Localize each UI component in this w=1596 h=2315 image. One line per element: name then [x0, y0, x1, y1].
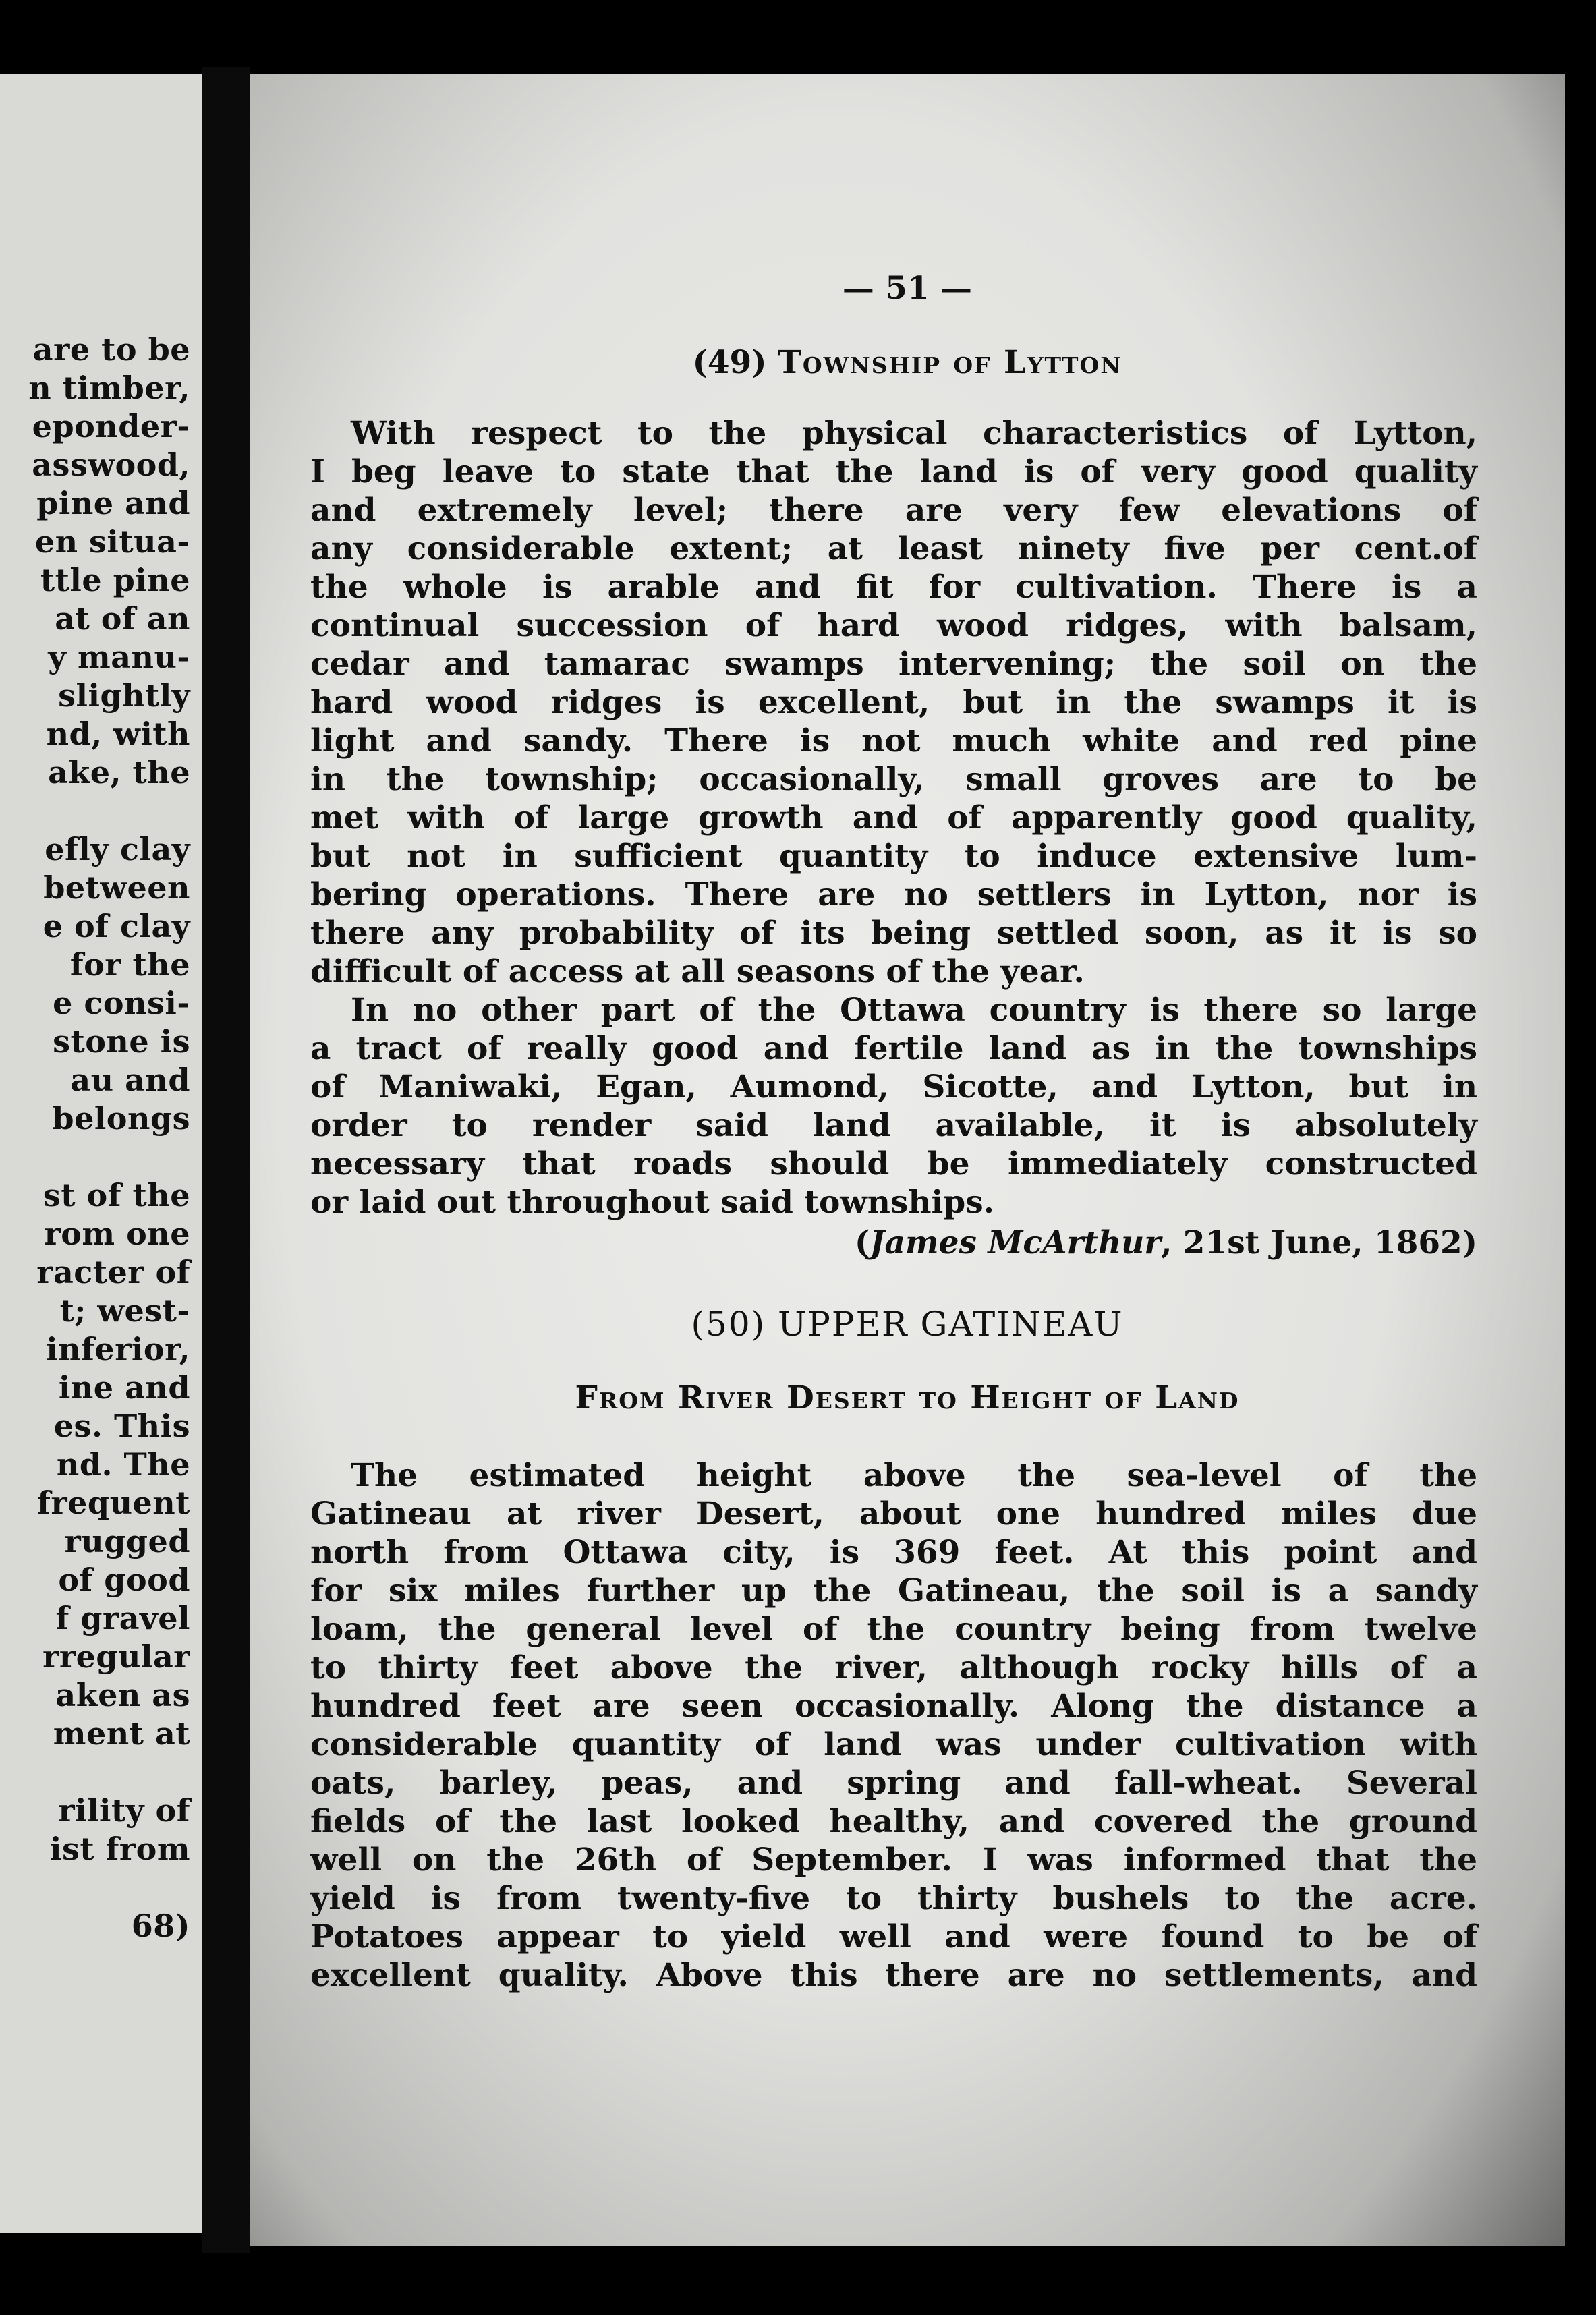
facing-page-line: rom one [44, 1216, 190, 1252]
facing-page-line: racter of [36, 1254, 190, 1290]
text-line: excellent quality. Above this there are no settlements, and [310, 1957, 1477, 1994]
section-49-citation: (James McArthur, 21st June, 1862) [854, 1224, 1477, 1261]
facing-page-line: rility of [58, 1792, 190, 1829]
facing-page-line: 68) [131, 1908, 190, 1944]
facing-page-line: e of clay [42, 908, 190, 944]
facing-page-line: for the [69, 946, 190, 983]
book-gutter [202, 67, 250, 2253]
text-line: hundred feet are seen occasionally. Along the distance a [310, 1688, 1477, 1725]
text-line: a tract of really good and fertile land as in the townships [310, 1030, 1477, 1067]
text-line: necessary that roads should be immediately constructed [310, 1145, 1477, 1182]
text-line: for six miles further up the Gatineau, the soil is a sandy [310, 1572, 1477, 1609]
text-line: In no other part of the Ottawa country is there so large [351, 992, 1477, 1029]
section-49-number: (49) [692, 344, 767, 381]
text-line: in the township; occasionally, small groves are to be [310, 761, 1477, 798]
citation-date: , 21st June, 1862) [1161, 1224, 1477, 1261]
text-line: but not in sufficient quantity to induce extensive lum- [310, 838, 1477, 875]
facing-page-line: st of the [42, 1177, 190, 1213]
text-line: north from Ottawa city, is 369 feet. At this point and [310, 1534, 1477, 1571]
section-50-heading: (50) UPPER GATINEAU [691, 1305, 1124, 1344]
section-49-title: Township of Lytton [777, 344, 1122, 381]
facing-page-line: en situa- [34, 523, 190, 560]
text-line: of Maniwaki, Egan, Aumond, Sicotte, and Lytton, but in [310, 1068, 1477, 1106]
text-line: met with of large growth and of apparently good quality, [310, 799, 1477, 836]
text-line: order to render said land available, it is absolutely [310, 1107, 1477, 1144]
text-line: bering operations. There are no settlers in Lytton, nor is [310, 876, 1477, 913]
text-line: and extremely level; there are very few elevations of [310, 492, 1477, 529]
facing-page-line: slightly [58, 677, 190, 714]
facing-page-line: inferior, [46, 1331, 190, 1367]
facing-page-line: of good [58, 1562, 190, 1598]
book-page [250, 74, 1565, 2246]
facing-page-line: rregular [42, 1638, 190, 1675]
section-49-heading [250, 344, 1565, 382]
facing-page-line: y manu- [48, 639, 190, 675]
facing-page-line: between [43, 869, 190, 906]
facing-page-line: ist from [49, 1831, 190, 1867]
text-line: I beg leave to state that the land is of very good quality [310, 453, 1477, 490]
citation-author: James McArthur [870, 1224, 1162, 1261]
facing-page-line: n timber, [28, 370, 190, 406]
text-line: to thirty feet above the river, although rocky hills of a [310, 1649, 1477, 1686]
facing-page-line: t; west- [59, 1292, 190, 1329]
text-line: the whole is arable and fit for cultivation. There is a [310, 569, 1477, 606]
text-line: considerable quantity of land was under cultivation with [310, 1726, 1477, 1763]
facing-page-line: stone is [53, 1023, 190, 1060]
text-line: Gatineau at river Desert, about one hundred miles due [310, 1495, 1477, 1533]
facing-page-line: rugged [64, 1523, 190, 1560]
text-line: there any probability of its being settled soon, as it is so [310, 915, 1477, 952]
facing-page-line: ttle pine [40, 562, 190, 598]
facing-page-line: efly clay [45, 831, 190, 867]
facing-page-line: aken as [55, 1677, 190, 1713]
facing-page-line: nd. The [56, 1446, 190, 1483]
facing-page-line: e consi- [53, 985, 190, 1021]
text-line: or laid out throughout said townships. [310, 1184, 995, 1221]
text-line: continual succession of hard wood ridges, with balsam, [310, 607, 1477, 644]
facing-page-line: ake, the [48, 754, 190, 791]
text-line: any considerable extent; at least ninety five per cent.of [310, 530, 1477, 567]
facing-page-line: pine and [36, 485, 190, 521]
text-line: light and sandy. There is not much white and red pine [310, 722, 1477, 760]
facing-page-line: at of an [55, 600, 190, 637]
facing-page-line: frequent [37, 1485, 190, 1521]
facing-page-line: are to be [32, 331, 190, 368]
text-line: fields of the last looked healthy, and covered the ground [310, 1803, 1477, 1840]
text-line: Potatoes appear to yield well and were found to be of [310, 1918, 1477, 1955]
text-line: well on the 26th of September. I was informed that the [310, 1841, 1477, 1879]
text-line: yield is from twenty-five to thirty bushels to the acre. [310, 1880, 1477, 1917]
text-line: loam, the general level of the country being from twelve [310, 1611, 1477, 1648]
facing-page-line: ment at [53, 1715, 190, 1752]
facing-page-line: asswood, [32, 447, 190, 483]
facing-page-line: es. This [53, 1408, 190, 1444]
text-line: The estimated height above the sea-level of the [351, 1457, 1477, 1494]
text-line: difficult of access at all seasons of the year. [310, 953, 1085, 990]
facing-page-line: nd, with [46, 716, 190, 752]
facing-page-line: f gravel [55, 1600, 190, 1636]
facing-page-line: au and [70, 1062, 190, 1098]
section-50-subheading: From River Desert to Height of Land [575, 1379, 1240, 1417]
text-line: cedar and tamarac swamps intervening; the soil on the [310, 646, 1477, 683]
facing-page-line: belongs [52, 1100, 190, 1137]
facing-page-line: eponder- [32, 408, 190, 445]
facing-page [0, 74, 202, 2233]
text-line: oats, barley, peas, and spring and fall-wheat. Several [310, 1765, 1477, 1802]
text-line: hard wood ridges is excellent, but in the swamps it is [310, 684, 1477, 721]
page-number: — 51 — [842, 270, 973, 307]
facing-page-line: ine and [58, 1369, 190, 1406]
text-line: With respect to the physical characteristics of Lytton, [351, 415, 1477, 452]
